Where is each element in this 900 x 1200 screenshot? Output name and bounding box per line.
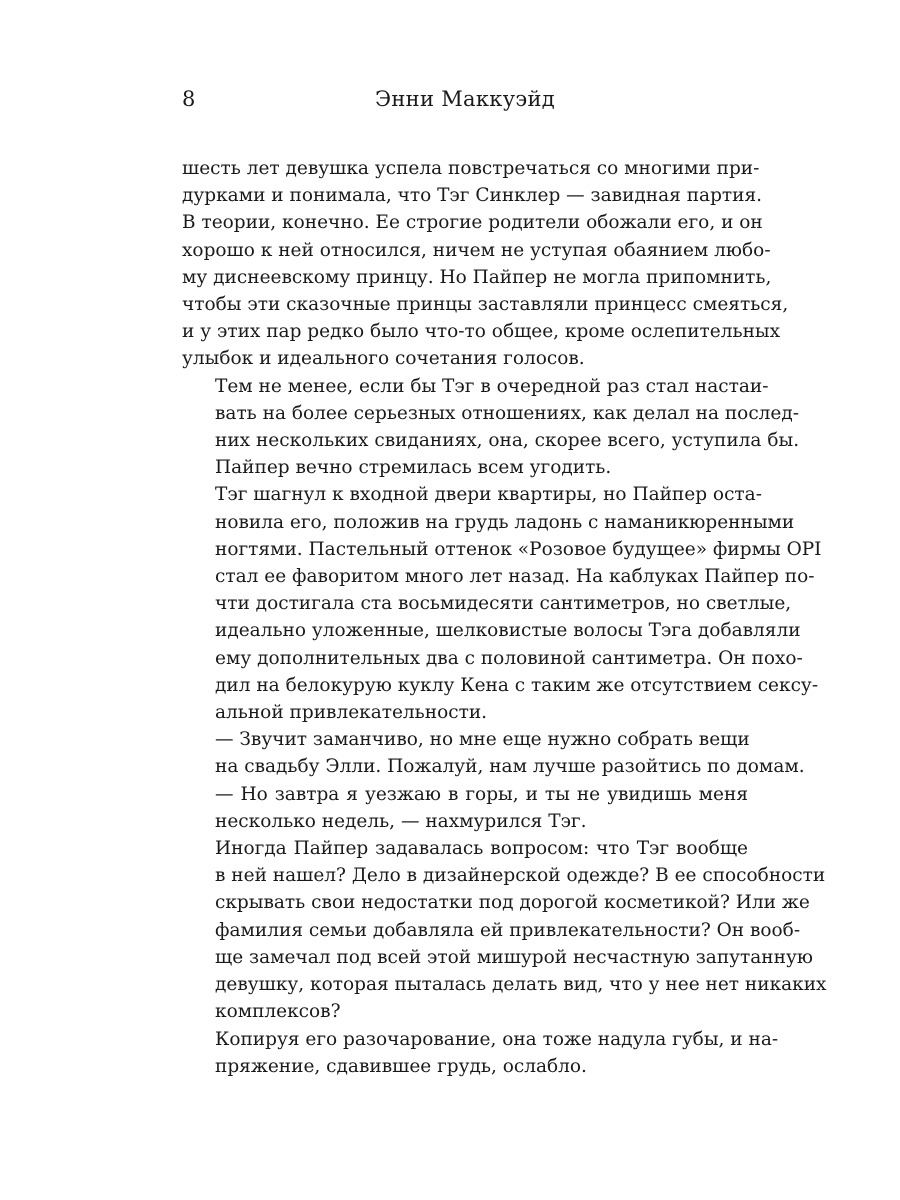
text-line: комплексов? xyxy=(215,1001,341,1023)
text-line: скрывать свои недостатки под дорогой косметикой? Или же xyxy=(215,892,810,914)
text-line: — Звучит заманчиво, но мне еще нужно собрать вещи xyxy=(215,729,750,751)
text-line: альной привлекательности. xyxy=(215,702,488,724)
text-line: хорошо к ней относился, ничем не уступая обаянием любо- xyxy=(182,239,771,261)
paragraph xyxy=(182,1026,779,1080)
text-line: Иногда Пайпер задавалась вопросом: что Тэг вообще xyxy=(215,838,748,860)
paragraph xyxy=(182,726,805,780)
book-page xyxy=(182,84,827,1080)
running-title: Энни Маккуэйд xyxy=(375,87,555,111)
text-line: идеально уложенные, шелковистые волосы Тэга добавляли xyxy=(215,620,801,642)
text-line: несколько недель, — нахмурился Тэг. xyxy=(215,810,587,832)
text-line: на свадьбу Элли. Пожалуй, нам лучше разойтись по домам. xyxy=(215,756,805,778)
text-line: фамилия семьи добавляла ей привлекательности? Он вооб- xyxy=(215,919,801,941)
running-head xyxy=(182,84,748,114)
text-line: стал ее фаворитом много лет назад. На каблуках Пайпер по- xyxy=(215,566,815,588)
page-number: 8 xyxy=(182,87,196,111)
text-line: ногтями. Пастельный оттенок «Розовое будущее» фирмы OPI xyxy=(215,538,822,560)
text-line: Тем не менее, если бы Тэг в очередной раз стал настаи- xyxy=(215,375,769,397)
text-line: и у этих пар редко было что-то общее, кроме ослепительных xyxy=(182,321,781,343)
text-line: — Но завтра я уезжаю в горы, и ты не увидишь меня xyxy=(215,783,748,805)
text-line: Копируя его разочарование, она тоже надула губы, и на- xyxy=(215,1028,779,1050)
text-line: В теории, конечно. Ее строгие родители обожали его, и он xyxy=(182,212,763,234)
text-line: Пайпер вечно стремилась всем угодить. xyxy=(215,457,612,479)
text-line: дил на белокурую куклу Кена с таким же отсутствием сексу- xyxy=(215,674,819,696)
body-text xyxy=(182,155,827,1080)
text-line: вать на более серьезных отношениях, как делал на послед- xyxy=(215,402,800,424)
text-line: ще замечал под всей этой мишурой несчастную запутанную xyxy=(215,946,813,968)
paragraph xyxy=(182,835,827,1025)
text-line: улыбок и идеального сочетания голосов. xyxy=(182,348,585,370)
paragraph xyxy=(182,781,748,835)
text-line: них нескольких свиданиях, она, скорее всего, уступила бы. xyxy=(215,430,800,452)
text-line: чтобы эти сказочные принцы заставляли принцесс смеяться, xyxy=(182,294,789,316)
text-line: новила его, положив на грудь ладонь с наманикюренными xyxy=(215,511,795,533)
text-line: му диснеевскому принцу. Но Пайпер не могла припомнить, xyxy=(182,266,772,288)
text-line: Тэг шагнул к входной двери квартиры, но Пайпер оста- xyxy=(215,484,762,506)
text-line: в ней нашел? Дело в дизайнерской одежде? В ее способности xyxy=(215,865,826,887)
text-line: дурками и понимала, что Тэг Синклер — завидная партия. xyxy=(182,185,763,207)
text-line: девушку, которая пыталась делать вид, что у нее нет никаких xyxy=(215,974,827,996)
text-line: пряжение, сдавившее грудь, ослабло. xyxy=(215,1055,587,1077)
paragraph xyxy=(182,155,789,373)
text-line: чти достигала ста восьмидесяти сантиметров, но светлые, xyxy=(215,593,792,615)
text-line: ему дополнительных два с половиной сантиметра. Он похо- xyxy=(215,647,803,669)
paragraph xyxy=(182,481,822,726)
paragraph xyxy=(182,373,800,482)
text-line: шесть лет девушка успела повстречаться со многими при- xyxy=(182,158,760,179)
